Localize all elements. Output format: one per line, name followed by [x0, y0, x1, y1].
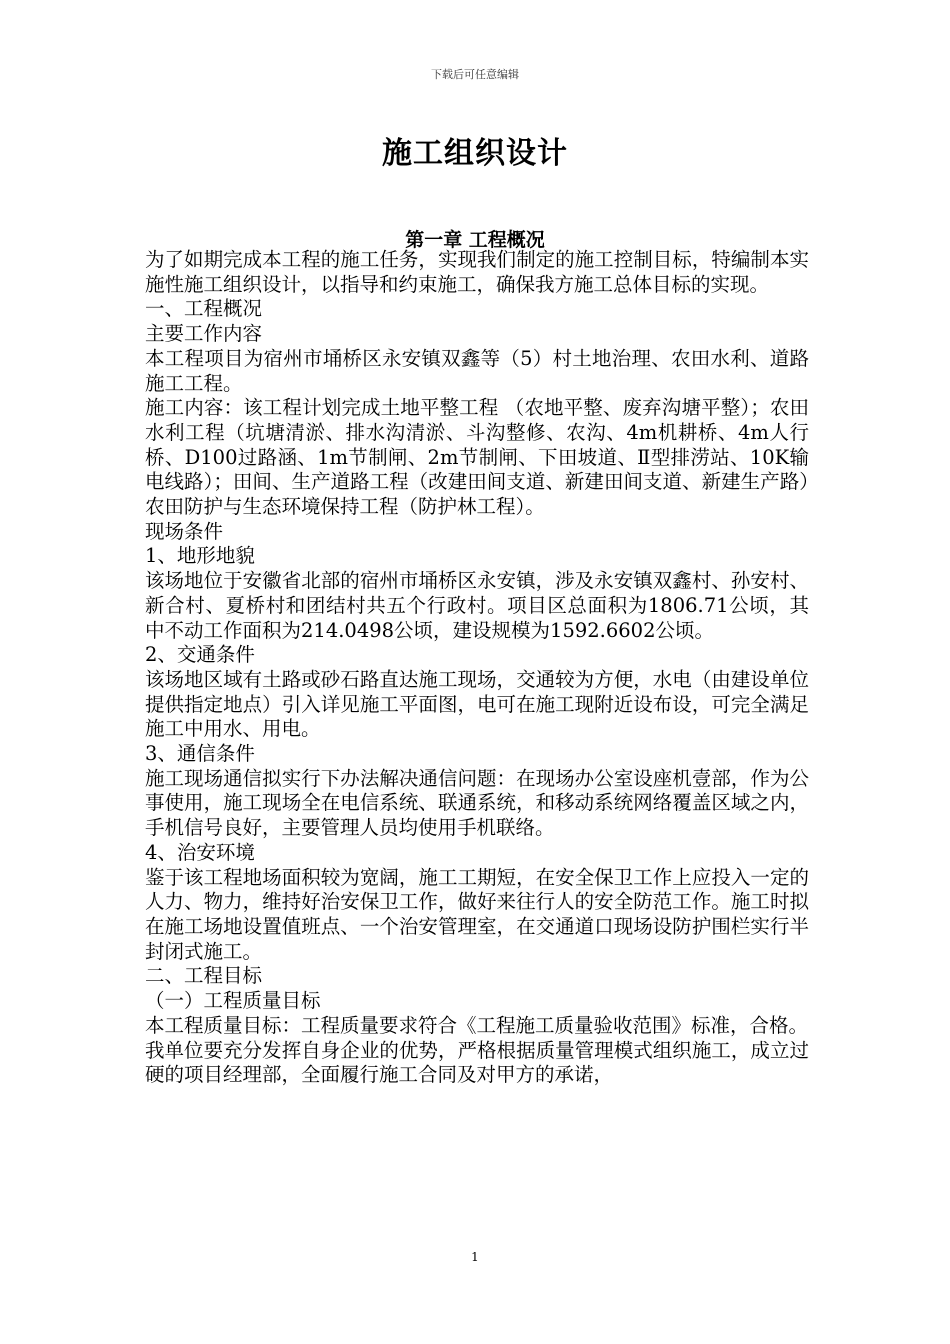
subsection-heading: 1、地形地貌: [145, 544, 255, 568]
document-title: 施工组织设计: [382, 136, 568, 171]
body-paragraph: 该场地区域有土路或砂石路直达施工现场，交通较为方便，水电（由建设单位提供指定地点）引入详见施工平面图，电可在施工现附近设布设，可完全满足施工中用水、用电。: [145, 667, 809, 741]
subsection-heading: 现场条件: [145, 519, 224, 543]
subsection-heading: （一）工程质量目标: [145, 989, 321, 1013]
section-heading: 一、工程概况: [145, 297, 263, 321]
section-heading: 二、工程目标: [145, 964, 263, 988]
body-paragraph: 鉴于该工程地场面积较为宽阔，施工工期短，在安全保卫工作上应投入一定的人力、物力，维持好治安保卫工作，做好来往行人的安全防范工作。施工时拟在施工场地设置值班点、一个治安管理室，在交通道口现场设防护围栏实行半封闭式施工。: [145, 865, 809, 963]
body-paragraph: 我单位要充分发挥自身企业的优势，严格根据质量管理模式组织施工，成立过硬的项目经理部，全面履行施工合同及对甲方的承诺，: [145, 1038, 809, 1087]
document-body: [145, 248, 809, 1088]
header-note: 下载后可任意编辑: [431, 68, 519, 81]
subsection-heading: 2、交通条件: [145, 643, 255, 667]
subsection-heading: 4、治安环境: [145, 840, 255, 864]
body-paragraph: 本工程项目为宿州市埇桥区永安镇双鑫等（5）村土地治理、农田水利、道路施工工程。: [145, 346, 809, 395]
intro-paragraph: 为了如期完成本工程的施工任务，实现我们制定的施工控制目标，特编制本实施性施工组织设计，以指导和约束施工，确保我方施工总体目标的实现。: [145, 248, 809, 296]
chapter-title: 第一章 工程概况: [405, 229, 545, 251]
body-paragraph: 该场地位于安徽省北部的宿州市埇桥区永安镇，涉及永安镇双鑫村、孙安村、新合村、夏桥村和团结村共五个行政村。项目区总面积为1806.71公顷，其中不动工作面积为214.0498公顷，建设规模为1592.6602公顷。: [145, 569, 809, 642]
body-paragraph: 施工内容：该工程计划完成土地平整工程 （农地平整、废弃沟塘平整）；农田水利工程（坑塘清淤、排水沟清淤、斗沟整修、农沟、4m机耕桥、4m人行桥、D100过路涵、1m节制闸、2m节制闸、下田坡道、Ⅱ型排涝站、10K输电线路）；田间、生产道路工程（改建田间支道、新建田间支道、新建生产路）农田防护与生态环境保持工程（防护林工程）。: [145, 396, 809, 519]
subsection-heading: 3、通信条件: [145, 742, 255, 766]
page-number: 1: [471, 1250, 479, 1264]
subsection-heading: 主要工作内容: [145, 322, 263, 346]
body-paragraph: 本工程质量目标：工程质量要求符合《工程施工质量验收范围》标准，合格。: [145, 1013, 809, 1037]
body-paragraph: 施工现场通信拟实行下办法解决通信问题：在现场办公室设座机壹部，作为公事使用，施工现场全在电信系统、联通系统，和移动系统网络覆盖区域之内，手机信号良好，主要管理人员均使用手机联络。: [145, 766, 809, 840]
